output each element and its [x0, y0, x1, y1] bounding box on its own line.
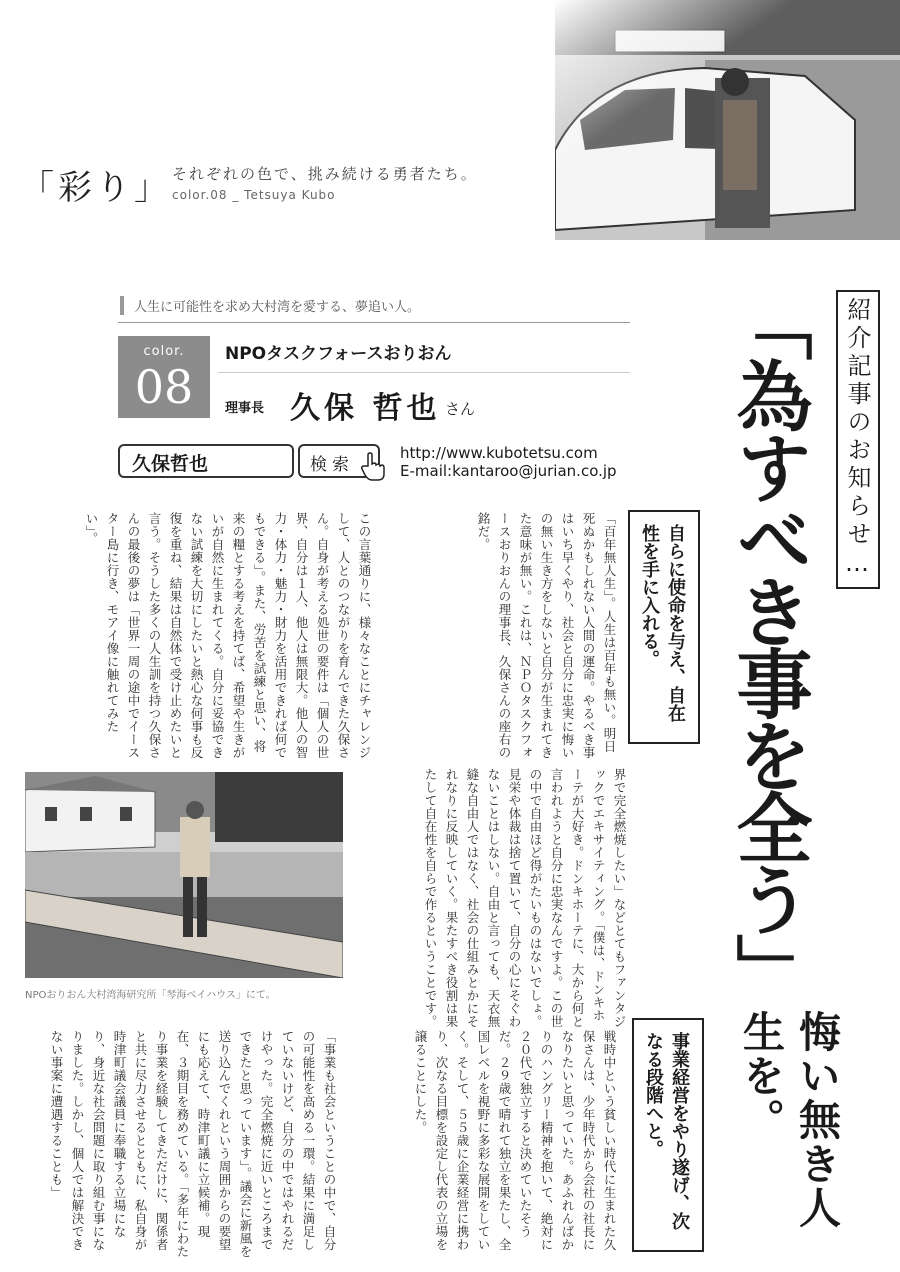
article-paragraph: 界で完全燃焼したい」などとてもファンタジックでエキサイティング。「僕は、ドンキホーテが大好き。ドンキホーテに、大から何と言われようと自分に忠実なんですよ。この世の中で自由ほど得がたいものはないでしょ。見栄や体裁は捨て置いて、自分の心にそぐわないことはしない。自由と言っても、天衣無縫な自由人ではなく、社会の仕組みとかにそれなりに反映していく。果たすべき役割は果たして自在性を自らで作るということです。	[423, 768, 627, 1028]
divider	[118, 322, 630, 323]
series-title: 「彩り」	[20, 168, 172, 208]
notice-label	[836, 290, 880, 589]
headline-main: 「為すべき事を全う」	[724, 285, 813, 1005]
color-badge-number: 08	[134, 360, 194, 414]
article-paragraph: 「事業も社会ということの中で、自分の可能性を高める一環。結果に満足していないけど、自分の中ではやれるだけやった。完全燃焼に近いところまでできたと思っています」。議会に新風を送り込んでくれという周囲からの要望にも応えて、時津町議に立候補。現在、３期目を務めている。「多年にわたり事業を経験してきただけに、関係者と共に尽力させるとともに、私自身が時津町議会議員に奉職する立場になり、身近な社会問題に取り組む事になりました。しかし、個人では解決できない事案に遭遇することも」	[49, 1030, 337, 1258]
callout-text: 自らに使命を与え、自在性を手に入れる。	[639, 524, 686, 722]
organization-name: NPOタスクフォースおりおん	[225, 344, 452, 364]
hand-cursor-icon	[360, 452, 386, 482]
profile-tagline: 人生に可能性を求め大村湾を愛する、夢追い人。	[120, 296, 644, 315]
search-input[interactable]	[118, 444, 294, 478]
notice-text: 紹介記事のお知らせ…	[843, 297, 871, 581]
role-label: 理事長	[225, 401, 265, 416]
search-button-label: 検索	[310, 455, 354, 475]
email-link[interactable]: E-mail:kantaroo@jurian.co.jp	[400, 462, 617, 480]
pier-photo	[25, 772, 343, 978]
header-photo	[555, 0, 900, 240]
person-name-suffix: さん	[445, 400, 476, 418]
search-query: 久保哲也	[132, 453, 209, 475]
website-link[interactable]: http://www.kubotetsu.com	[400, 444, 598, 462]
series-byline: color.08 _ Tetsuya Kubo	[172, 188, 336, 202]
callout-text: 事業経営をやり遂げ、次なる段階へと。	[643, 1032, 690, 1230]
headline-sub: 悔い無き人生を。	[737, 1010, 842, 1230]
callout-box	[632, 1018, 704, 1252]
color-badge	[118, 336, 210, 418]
color-badge-label: color.	[143, 344, 185, 359]
article-paragraph: 「百年無人生」。人生は百年も無い。明日死ぬかもしれない人間の運命。やるべき事はいち早くやり、社会と自分に忠実に悔いの無い生き方をしないと自分が生まれてきた意味が無い。これは、ＮＰＯタスクフォースおりおんの理事長、久保さんの座右の銘だ。	[476, 512, 617, 759]
photo-caption: NPOおりおん大村湾海研究所「琴海ベイハウス」にて。	[25, 990, 276, 1001]
person-name: 久保 哲也	[290, 391, 441, 426]
article-paragraph: 戦時中という貧しい時代に生まれた久保さんは、少年時代から会社の社長になりたいと思っていた。あふれんばかりのハングリー精神を抱いて、絶対に２０代で独立すると決めていたそうだ。２９歳で晴れて独立を果たし、全国レベルを視野に多彩な展開をしていく。そして、５５歳に企業経営に携わり、次なる目標を設定し代表の立場を譲ることにした。	[413, 1030, 617, 1251]
callout-box	[628, 510, 700, 744]
article-paragraph: この言葉通りに、様々なことにチャレンジして、人とのつながりを育んできた久保さん。自身が考える処世の要件は「個人の世界、自分は１人、他人は無限大。他人の智力・体力・魅力・財力を活用できれば何でもできる」。また、労苦を試練と思い、将来の糧とする考えを持てば、希望や生きがいが自然に生まれてくる。自分に妥協できない試練を大切にしたいと熱心な何事も反復を重ね、結果は自然体で受け止めたいと言う。そうした多くの人生訓を持つ久保さんの最後の夢は「世界一周の途中でイースター島に行き、モアイ像に触れてみたい」。	[84, 512, 372, 759]
divider	[218, 372, 630, 373]
series-subtitle: それぞれの色で、挑み続ける勇者たち。	[172, 165, 478, 183]
